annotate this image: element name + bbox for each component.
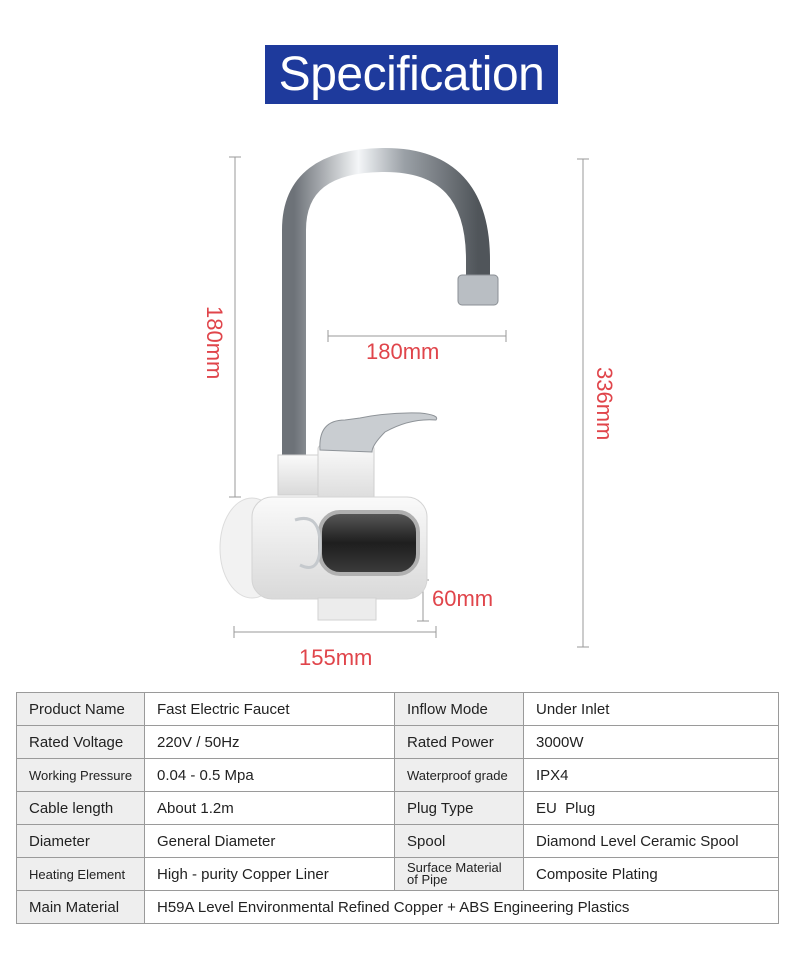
dim-base-height: 60mm	[432, 586, 494, 611]
faucet-display	[320, 512, 418, 574]
faucet-valve	[318, 445, 374, 505]
dim-body-width: 155mm	[299, 645, 373, 670]
spec-value: Fast Electric Faucet	[145, 693, 395, 726]
spec-label: Surface Material of Pipe	[395, 858, 524, 891]
spec-value: Composite Plating	[524, 858, 779, 891]
spec-value: About 1.2m	[145, 792, 395, 825]
table-row	[17, 759, 779, 792]
table-row	[17, 891, 779, 924]
table-row	[17, 726, 779, 759]
spec-label: Main Material	[17, 891, 145, 924]
spec-label: Cable length	[17, 792, 145, 825]
spec-label: Spool	[395, 825, 524, 858]
spout-nozzle	[458, 275, 498, 305]
spec-label: Inflow Mode	[395, 693, 524, 726]
spec-label: Rated Power	[395, 726, 524, 759]
spec-table	[16, 692, 779, 924]
page-title: Specification	[265, 45, 558, 104]
spec-value: High - purity Copper Liner	[145, 858, 395, 891]
spec-value: Diamond Level Ceramic Spool	[524, 825, 779, 858]
spec-label: Waterproof grade	[395, 759, 524, 792]
table-row	[17, 693, 779, 726]
spec-label: Heating Element	[17, 858, 145, 891]
spec-value: 0.04 - 0.5 Mpa	[145, 759, 395, 792]
table-row	[17, 792, 779, 825]
spec-value: 220V / 50Hz	[145, 726, 395, 759]
table-row	[17, 858, 779, 891]
dim-spout-reach: 180mm	[366, 339, 440, 364]
faucet-handle	[320, 413, 437, 452]
dim-handle-height: 180mm	[202, 306, 227, 380]
spec-label: Diameter	[17, 825, 145, 858]
spec-value: Under Inlet	[524, 693, 779, 726]
spec-label: Working Pressure	[17, 759, 145, 792]
spec-value: H59A Level Environmental Refined Copper + ABS Engineering Plastics	[145, 891, 779, 924]
dim-total-height: 336mm	[592, 367, 617, 441]
spec-value: IPX4	[524, 759, 779, 792]
spec-value: 3000W	[524, 726, 779, 759]
faucet-base	[318, 598, 376, 620]
spec-label: Product Name	[17, 693, 145, 726]
spec-value: General Diameter	[145, 825, 395, 858]
spec-value: EU Plug	[524, 792, 779, 825]
table-row	[17, 825, 779, 858]
spec-label: Plug Type	[395, 792, 524, 825]
spec-label: Rated Voltage	[17, 726, 145, 759]
